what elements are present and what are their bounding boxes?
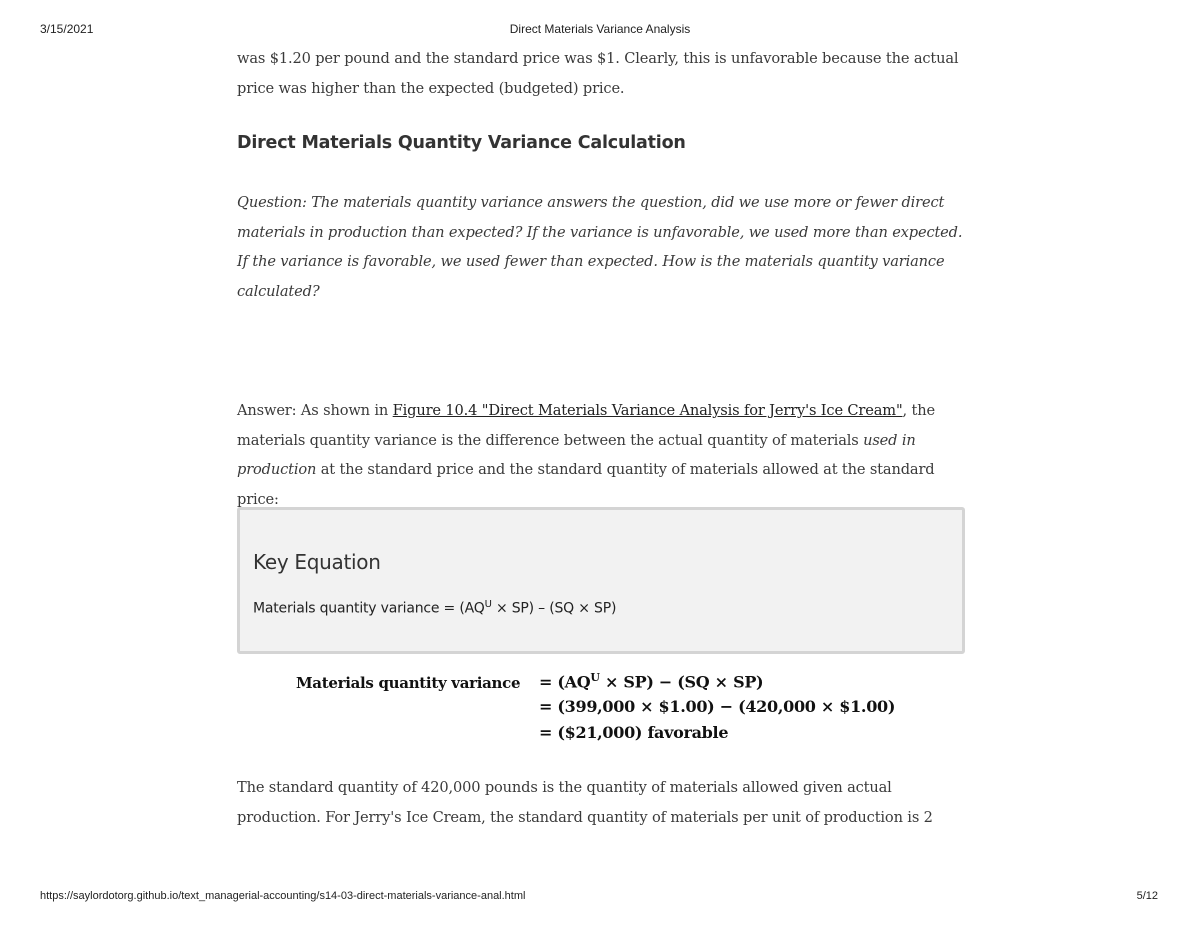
key-equation-formula [253, 599, 616, 617]
figure-link[interactable]: Figure 10.4 "Direct Materials Variance Analysis for Jerry's Ice Cream" [392, 402, 903, 419]
page-title: Direct Materials Variance Analysis [509, 22, 691, 36]
calc-line-2: = (399,000 × $1.00) − (420,000 × $1.00) [539, 697, 896, 716]
key-equation-title: Key Equation [253, 550, 381, 574]
answer-paragraph [237, 396, 967, 514]
answer-prefix: Answer: As shown in [237, 402, 393, 419]
page-number: 5/12 [1136, 890, 1158, 902]
key-equation-box [237, 507, 965, 654]
question-paragraph: Question: The materials quantity variance answers the question, did we use more or fewer direct materials in production than expected? If the variance is unfavorable, we used more than expected. If the variance is favorable, we used fewer than expected. How is the materials quantity variance calculated? [237, 194, 963, 300]
calc-line-1-a: = (AQ [539, 672, 591, 692]
calc-line-1-superscript: U [590, 671, 600, 684]
calc-line-1-b: × SP) − (SQ × SP) [599, 672, 764, 692]
answer-emphasis: used in production [237, 431, 916, 478]
calc-line-1 [539, 671, 763, 691]
calc-label: Materials quantity variance [296, 674, 521, 692]
answer-suffix: at the standard price and the standard quantity of materials allowed at the standard price: [237, 461, 935, 508]
key-eq-right: × SP) – (SQ × SP) [491, 600, 617, 617]
key-eq-superscript: U [484, 599, 492, 610]
print-date: 3/15/2021 [40, 22, 94, 36]
intro-paragraph: was $1.20 per pound and the standard price was $1. Clearly, this is unfavorable because the actual price was higher than the expected (budgeted) price. [237, 50, 959, 97]
calc-line-3: = ($21,000) favorable [539, 723, 729, 742]
footer-url: https://saylordotorg.github.io/text_managerial-accounting/s14-03-direct-materials-variance-anal.html [40, 890, 526, 902]
key-eq-left: Materials quantity variance = (AQ [253, 600, 485, 617]
closing-paragraph: The standard quantity of 420,000 pounds is the quantity of materials allowed given actual production. For Jerry's Ice Cream, the standard quantity of materials per unit of production is 2 [237, 779, 933, 826]
answer-middle: , the materials quantity variance is the difference between the actual quantity of materials [237, 402, 935, 449]
section-heading: Direct Materials Quantity Variance Calculation [237, 133, 686, 153]
